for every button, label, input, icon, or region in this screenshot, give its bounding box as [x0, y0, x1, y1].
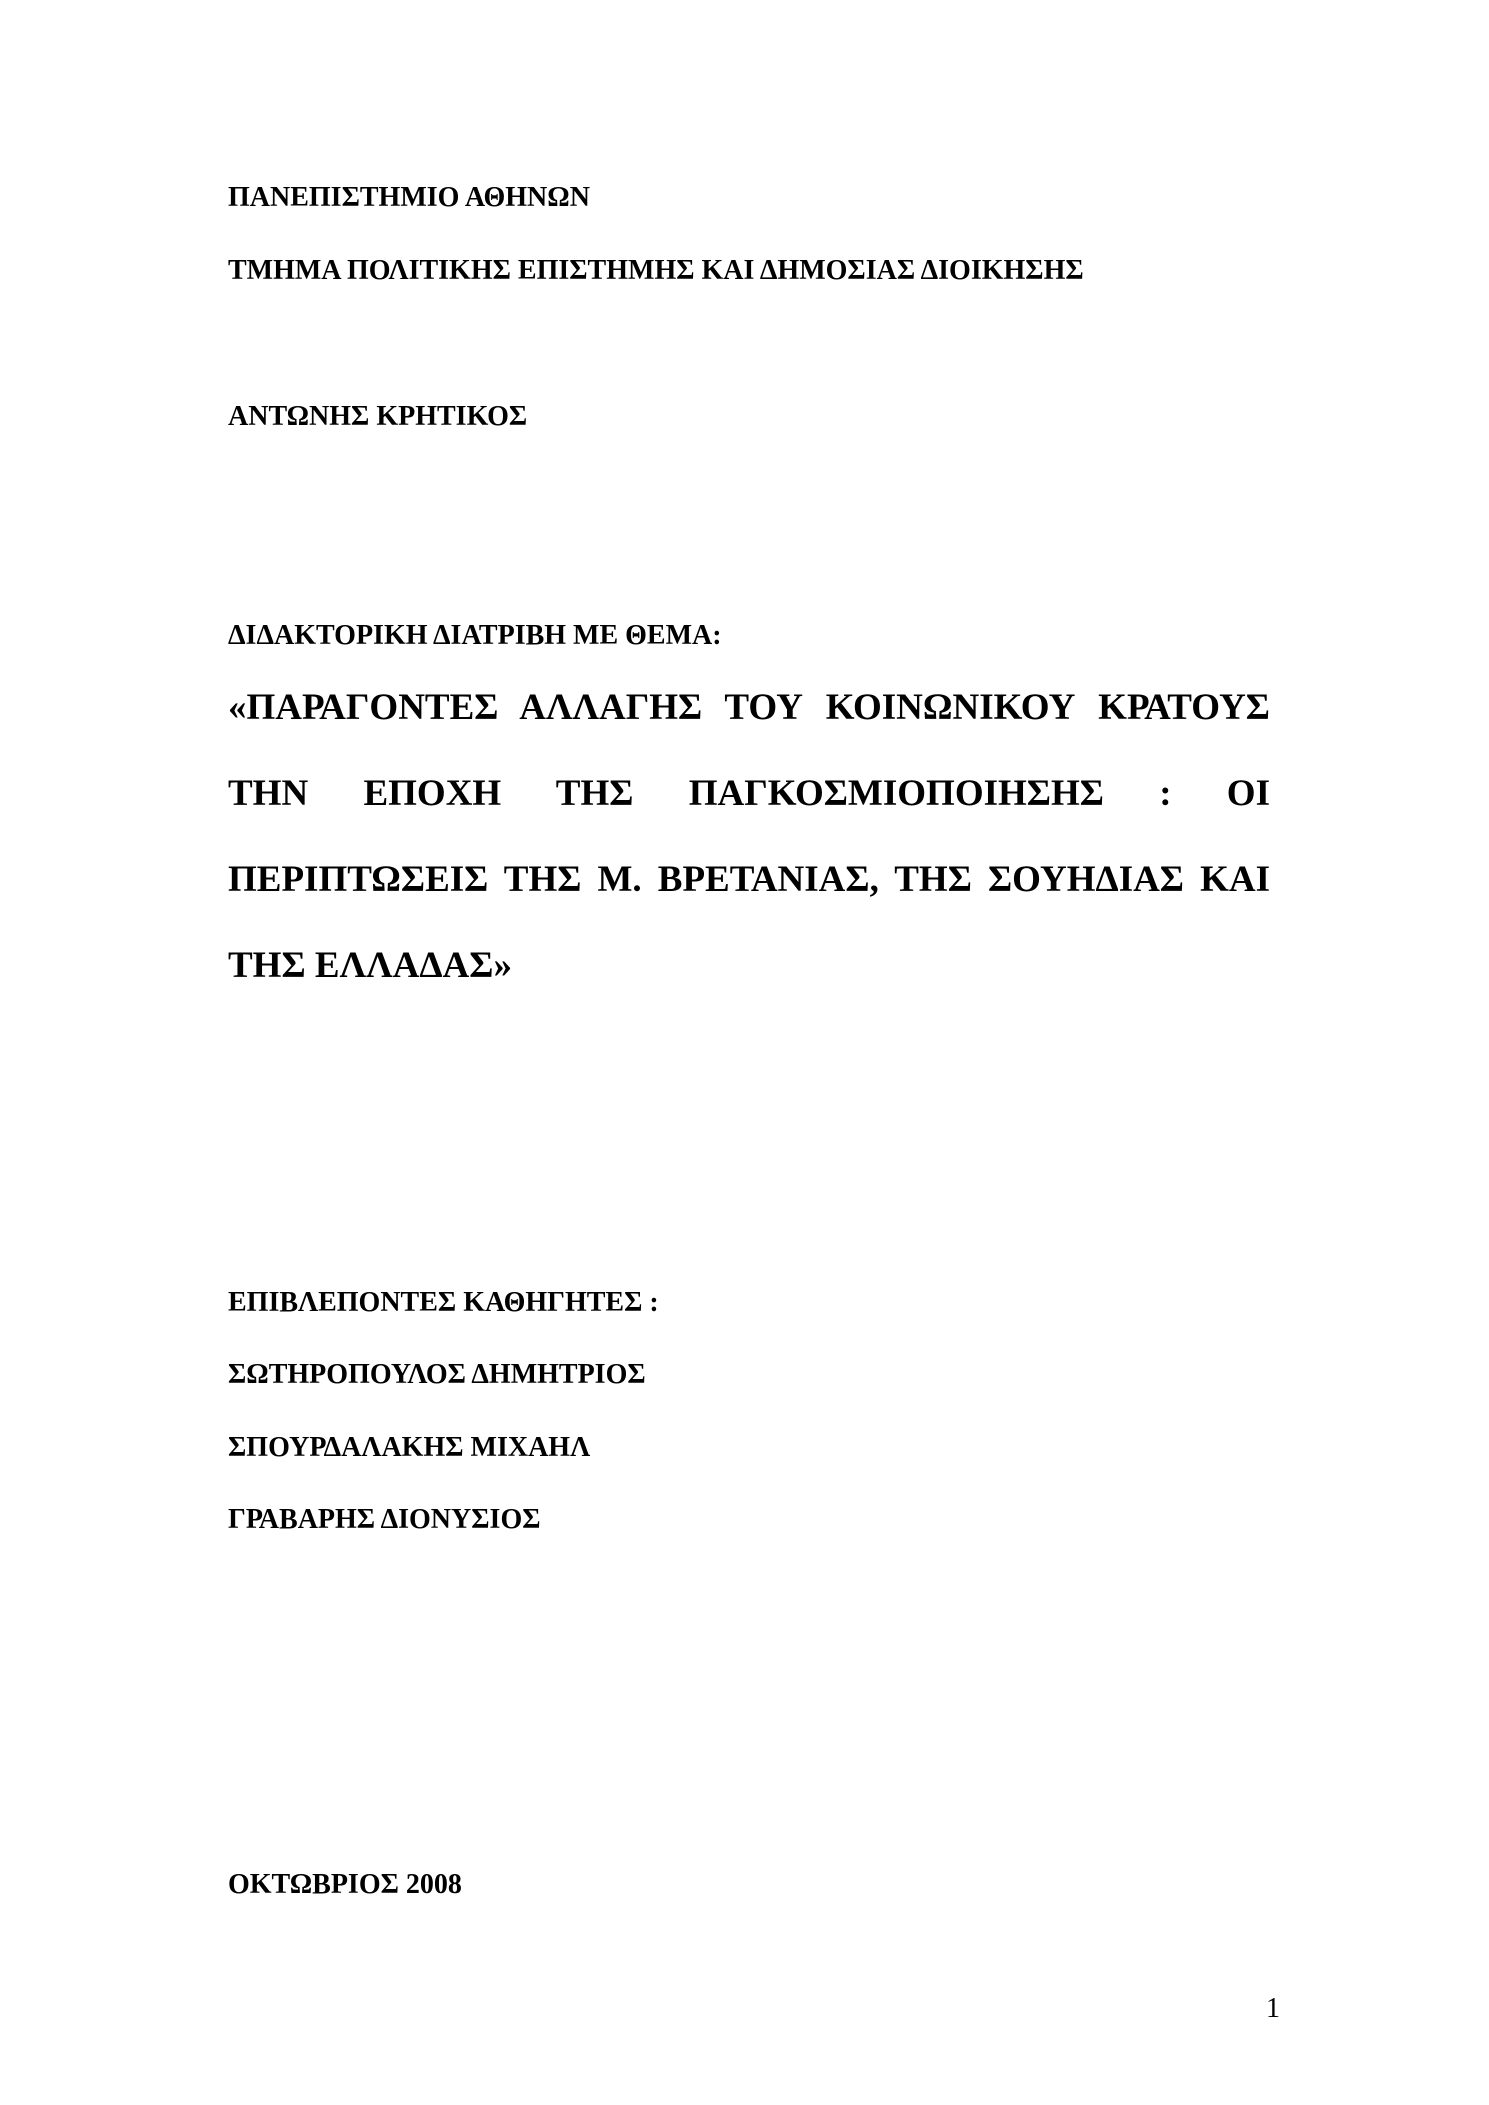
thesis-title-line: «ΠΑΡΑΓΟΝΤΕΣ ΑΛΛΑΓΗΣ ΤΟΥ ΚΟΙΝΩΝΙΚΟΥ ΚΡΑΤΟΥΣ: [228, 687, 1270, 728]
supervisor-name: ΓΡΑΒΑΡΗΣ ΔΙΟΝΥΣΙΟΣ: [228, 1504, 541, 1535]
supervisor-name: ΣΠΟΥΡΔΑΛΑΚΗΣ ΜΙΧΑΗΛ: [228, 1432, 591, 1463]
date: ΟΚΤΩΒΡΙΟΣ 2008: [228, 1869, 462, 1900]
page-number: 1: [1266, 1993, 1280, 2024]
supervisors-label: ΕΠΙΒΛΕΠΟΝΤΕΣ ΚΑΘΗΓΗΤΕΣ :: [228, 1287, 659, 1318]
thesis-title-line: ΠΕΡΙΠΤΩΣΕΙΣ ΤΗΣ Μ. ΒΡΕΤΑΝΙΑΣ, ΤΗΣ ΣΟΥΗΔΙΑΣ ΚΑΙ: [228, 859, 1270, 900]
thesis-title-line: ΤΗΣ ΕΛΛΑΔΑΣ»: [228, 945, 512, 986]
university-name: ΠΑΝΕΠΙΣΤΗΜΙΟ ΑΘΗΝΩΝ: [228, 182, 590, 213]
supervisor-name: ΣΩΤΗΡΟΠΟΥΛΟΣ ΔΗΜΗΤΡΙΟΣ: [228, 1359, 646, 1390]
thesis-label: ΔΙΔΑΚΤΟΡΙΚΗ ΔΙΑΤΡΙΒΗ ΜΕ ΘΕΜΑ:: [228, 620, 722, 651]
thesis-title-line: ΤΗΝ ΕΠΟΧΗ ΤΗΣ ΠΑΓΚΟΣΜΙΟΠΟΙΗΣΗΣ : ΟΙ: [228, 773, 1270, 814]
department-name: ΤΜΗΜΑ ΠΟΛΙΤΙΚΗΣ ΕΠΙΣΤΗΜΗΣ ΚΑΙ ΔΗΜΟΣΙΑΣ ΔΙΟΙΚΗΣΗΣ: [228, 255, 1084, 286]
author-name: ΑΝΤΩΝΗΣ ΚΡΗΤΙΚΟΣ: [228, 401, 528, 432]
